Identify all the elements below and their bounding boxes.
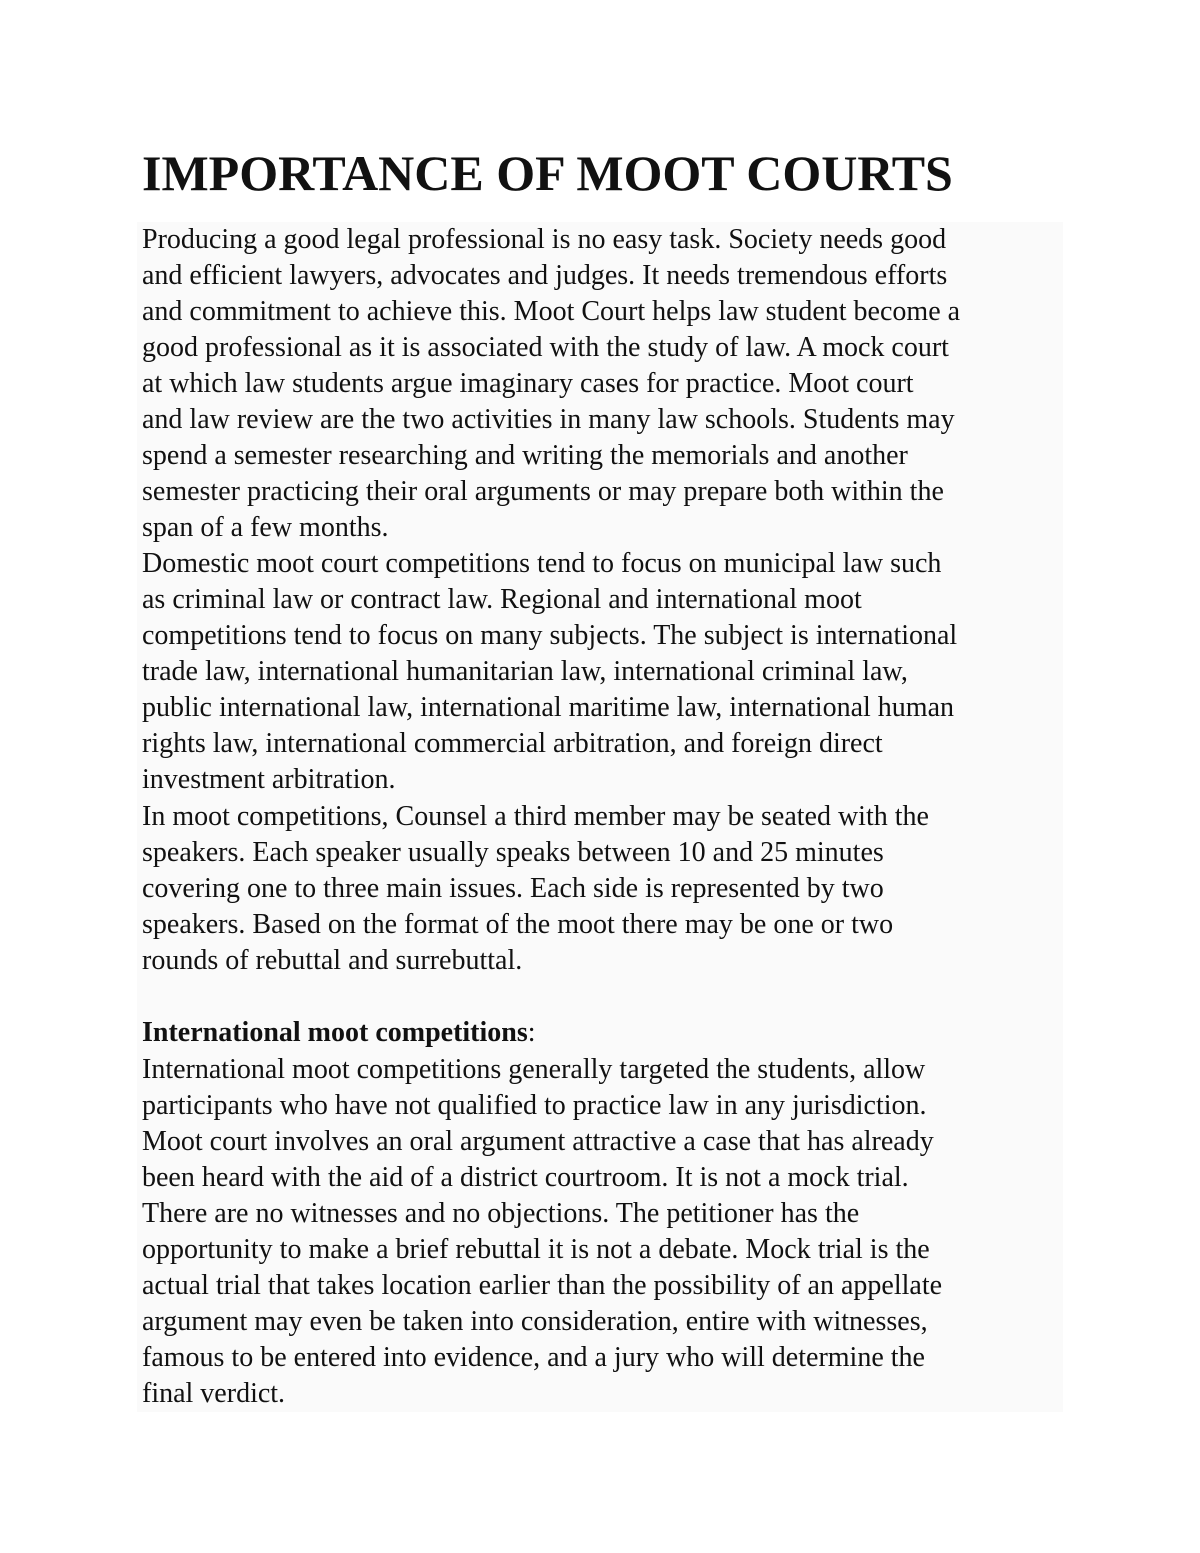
paragraph-3-line: speakers. Each speaker usually speaks between 10 and 25 minutes (142, 837, 884, 868)
paragraph-3-line: rounds of rebuttal and surrebuttal. (142, 945, 523, 976)
paragraph-1-line: and efficient lawyers, advocates and judges. It needs tremendous efforts (142, 260, 948, 291)
paragraph-4-line: famous to be entered into evidence, and a jury who will determine the (142, 1342, 925, 1373)
paragraph-1-line: and law review are the two activities in many law schools. Students may (142, 404, 955, 435)
paragraph-2-line: public international law, international maritime law, international human (142, 692, 954, 723)
paragraph-2-line: Domestic moot court competitions tend to focus on municipal law such (142, 548, 942, 579)
paragraph-1-line: spend a semester researching and writing the memorials and another (142, 440, 908, 471)
section-subheading (142, 1015, 536, 1051)
paragraph-4-line: International moot competitions generally targeted the students, allow (142, 1054, 926, 1085)
paragraph-2-line: trade law, international humanitarian law, international criminal law, (142, 656, 908, 687)
paragraph-1-line: good professional as it is associated with the study of law. A mock court (142, 332, 949, 363)
paragraph-3-line: In moot competitions, Counsel a third member may be seated with the (142, 801, 929, 832)
subheading-colon: : (527, 1017, 536, 1048)
paragraph-1-line: and commitment to achieve this. Moot Court helps law student become a (142, 296, 961, 327)
paragraph-1-line: Producing a good legal professional is no easy task. Society needs good (142, 224, 947, 255)
paragraph-4-line: opportunity to make a brief rebuttal it is not a debate. Mock trial is the (142, 1234, 930, 1265)
paragraph-4-line: actual trial that takes location earlier than the possibility of an appellate (142, 1270, 943, 1301)
paragraph-2-line: investment arbitration. (142, 764, 396, 795)
paragraph-1-line: at which law students argue imaginary cases for practice. Moot court (142, 368, 914, 399)
paragraph-1-line: semester practicing their oral arguments or may prepare both within the (142, 476, 944, 507)
paragraph-4-line: There are no witnesses and no objections. The petitioner has the (142, 1198, 860, 1229)
paragraph-3-line: covering one to three main issues. Each side is represented by two (142, 873, 884, 904)
paragraph-4-line: participants who have not qualified to practice law in any jurisdiction. (142, 1090, 927, 1121)
subheading-text: International moot competitions (142, 1017, 528, 1048)
paragraph-4-line: Moot court involves an oral argument attractive a case that has already (142, 1126, 934, 1157)
paragraph-1-line: span of a few months. (142, 512, 389, 543)
paragraph-2-line: as criminal law or contract law. Regional and international moot (142, 584, 862, 615)
paragraph-2-line: rights law, international commercial arbitration, and foreign direct (142, 728, 883, 759)
paragraph-4-line: argument may even be taken into consideration, entire with witnesses, (142, 1306, 928, 1337)
paragraph-3-line: speakers. Based on the format of the moot there may be one or two (142, 909, 894, 940)
paragraph-2-line: competitions tend to focus on many subjects. The subject is international (142, 620, 958, 651)
paragraph-4-line: been heard with the aid of a district courtroom. It is not a mock trial. (142, 1162, 909, 1193)
page-title: IMPORTANCE OF MOOT COURTS (142, 145, 953, 201)
paragraph-4-line: final verdict. (142, 1378, 286, 1409)
